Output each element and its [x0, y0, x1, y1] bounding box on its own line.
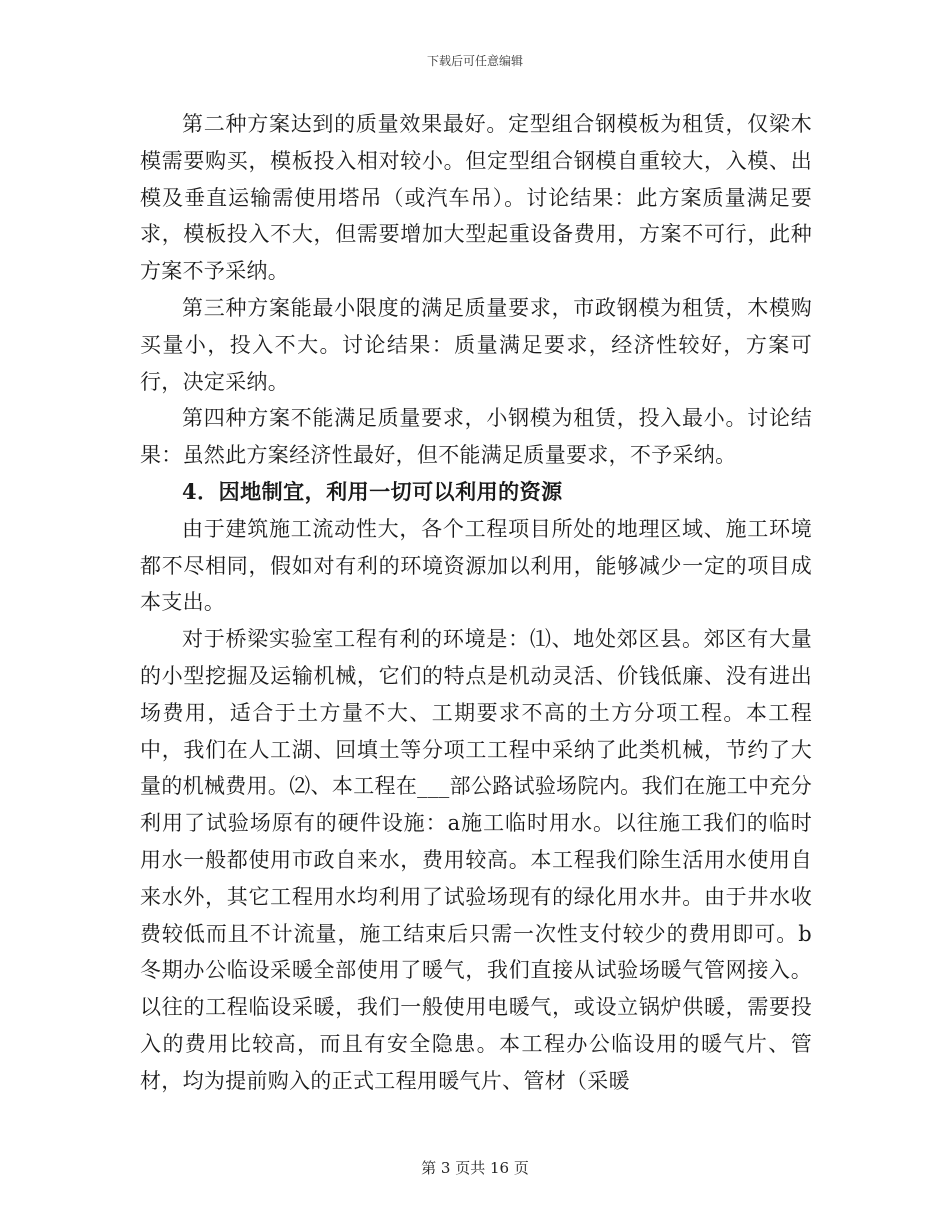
- document-body: [140, 106, 812, 1100]
- paragraph-option-three: 第三种方案能最小限度的满足质量要求，市政钢模为租赁，木模购买量小，投入不大。讨论结果：质量满足要求，经济性较好，方案可行，决定采纳。: [140, 295, 812, 394]
- paragraph-option-two: 第二种方案达到的质量效果最好。定型组合钢模板为租赁，仅梁木模需要购买，模板投入相对较小。但定型组合钢模自重较大，入模、出模及垂直运输需使用塔吊（或汽车吊）。讨论结果：此方案质量满足要求，模板投入不大，但需要增加大型起重设备费用，方案不可行，此种方案不予采纳。: [140, 112, 812, 284]
- paragraph-environment: 对于桥梁实验室工程有利的环境是：⑴、地处郊区县。郊区有大量的小型挖掘及运输机械，它们的特点是机动灵活、价钱低廉、没有进出场费用，适合于土方量不大、工期要求不高的土方分项工程。本工程中，我们在人工湖、回填土等分项工工程中采纳了此类机械，节约了大量的机械费用。⑵、本工程在___部公路试验场院内。我们在施工中充分利用了试验场原有的硬件设施：a施工临时用水。以往施工我们的临时用水一般都使用市政自来水，费用较高。本工程我们除生活用水使用自来水外，其它工程用水均利用了试验场现有的绿化用水井。由于井水收费较低而且不计流量，施工结束后只需一次性支付较少的费用即可。b冬期办公临设采暖全部使用了暖气，我们直接从试验场暖气管网接入。以往的工程临设采暖，我们一般使用电暖气，或设立锅炉供暖，需要投入的费用比较高，而且有安全隐患。本工程办公临设用的暖气片、管材，均为提前购入的正式工程用暖气片、管材（采暖: [140, 627, 812, 1093]
- paragraph-option-four: 第四种方案不能满足质量要求，小钢模为租赁，投入最小。讨论结果：虽然此方案经济性最好，但不能满足质量要求，不予采纳。: [140, 406, 812, 468]
- paragraph-mobility: 由于建筑施工流动性大，各个工程项目所处的地理区域、施工环境都不尽相同，假如对有利的环境资源加以利用，能够减少一定的项目成本支出。: [140, 516, 812, 615]
- section-heading: 4．因地制宜，利用一切可以利用的资源: [182, 478, 563, 504]
- page-footer: 第 3 页共 16 页: [421, 1159, 529, 1177]
- page-header: 下载后可任意编辑: [426, 54, 523, 68]
